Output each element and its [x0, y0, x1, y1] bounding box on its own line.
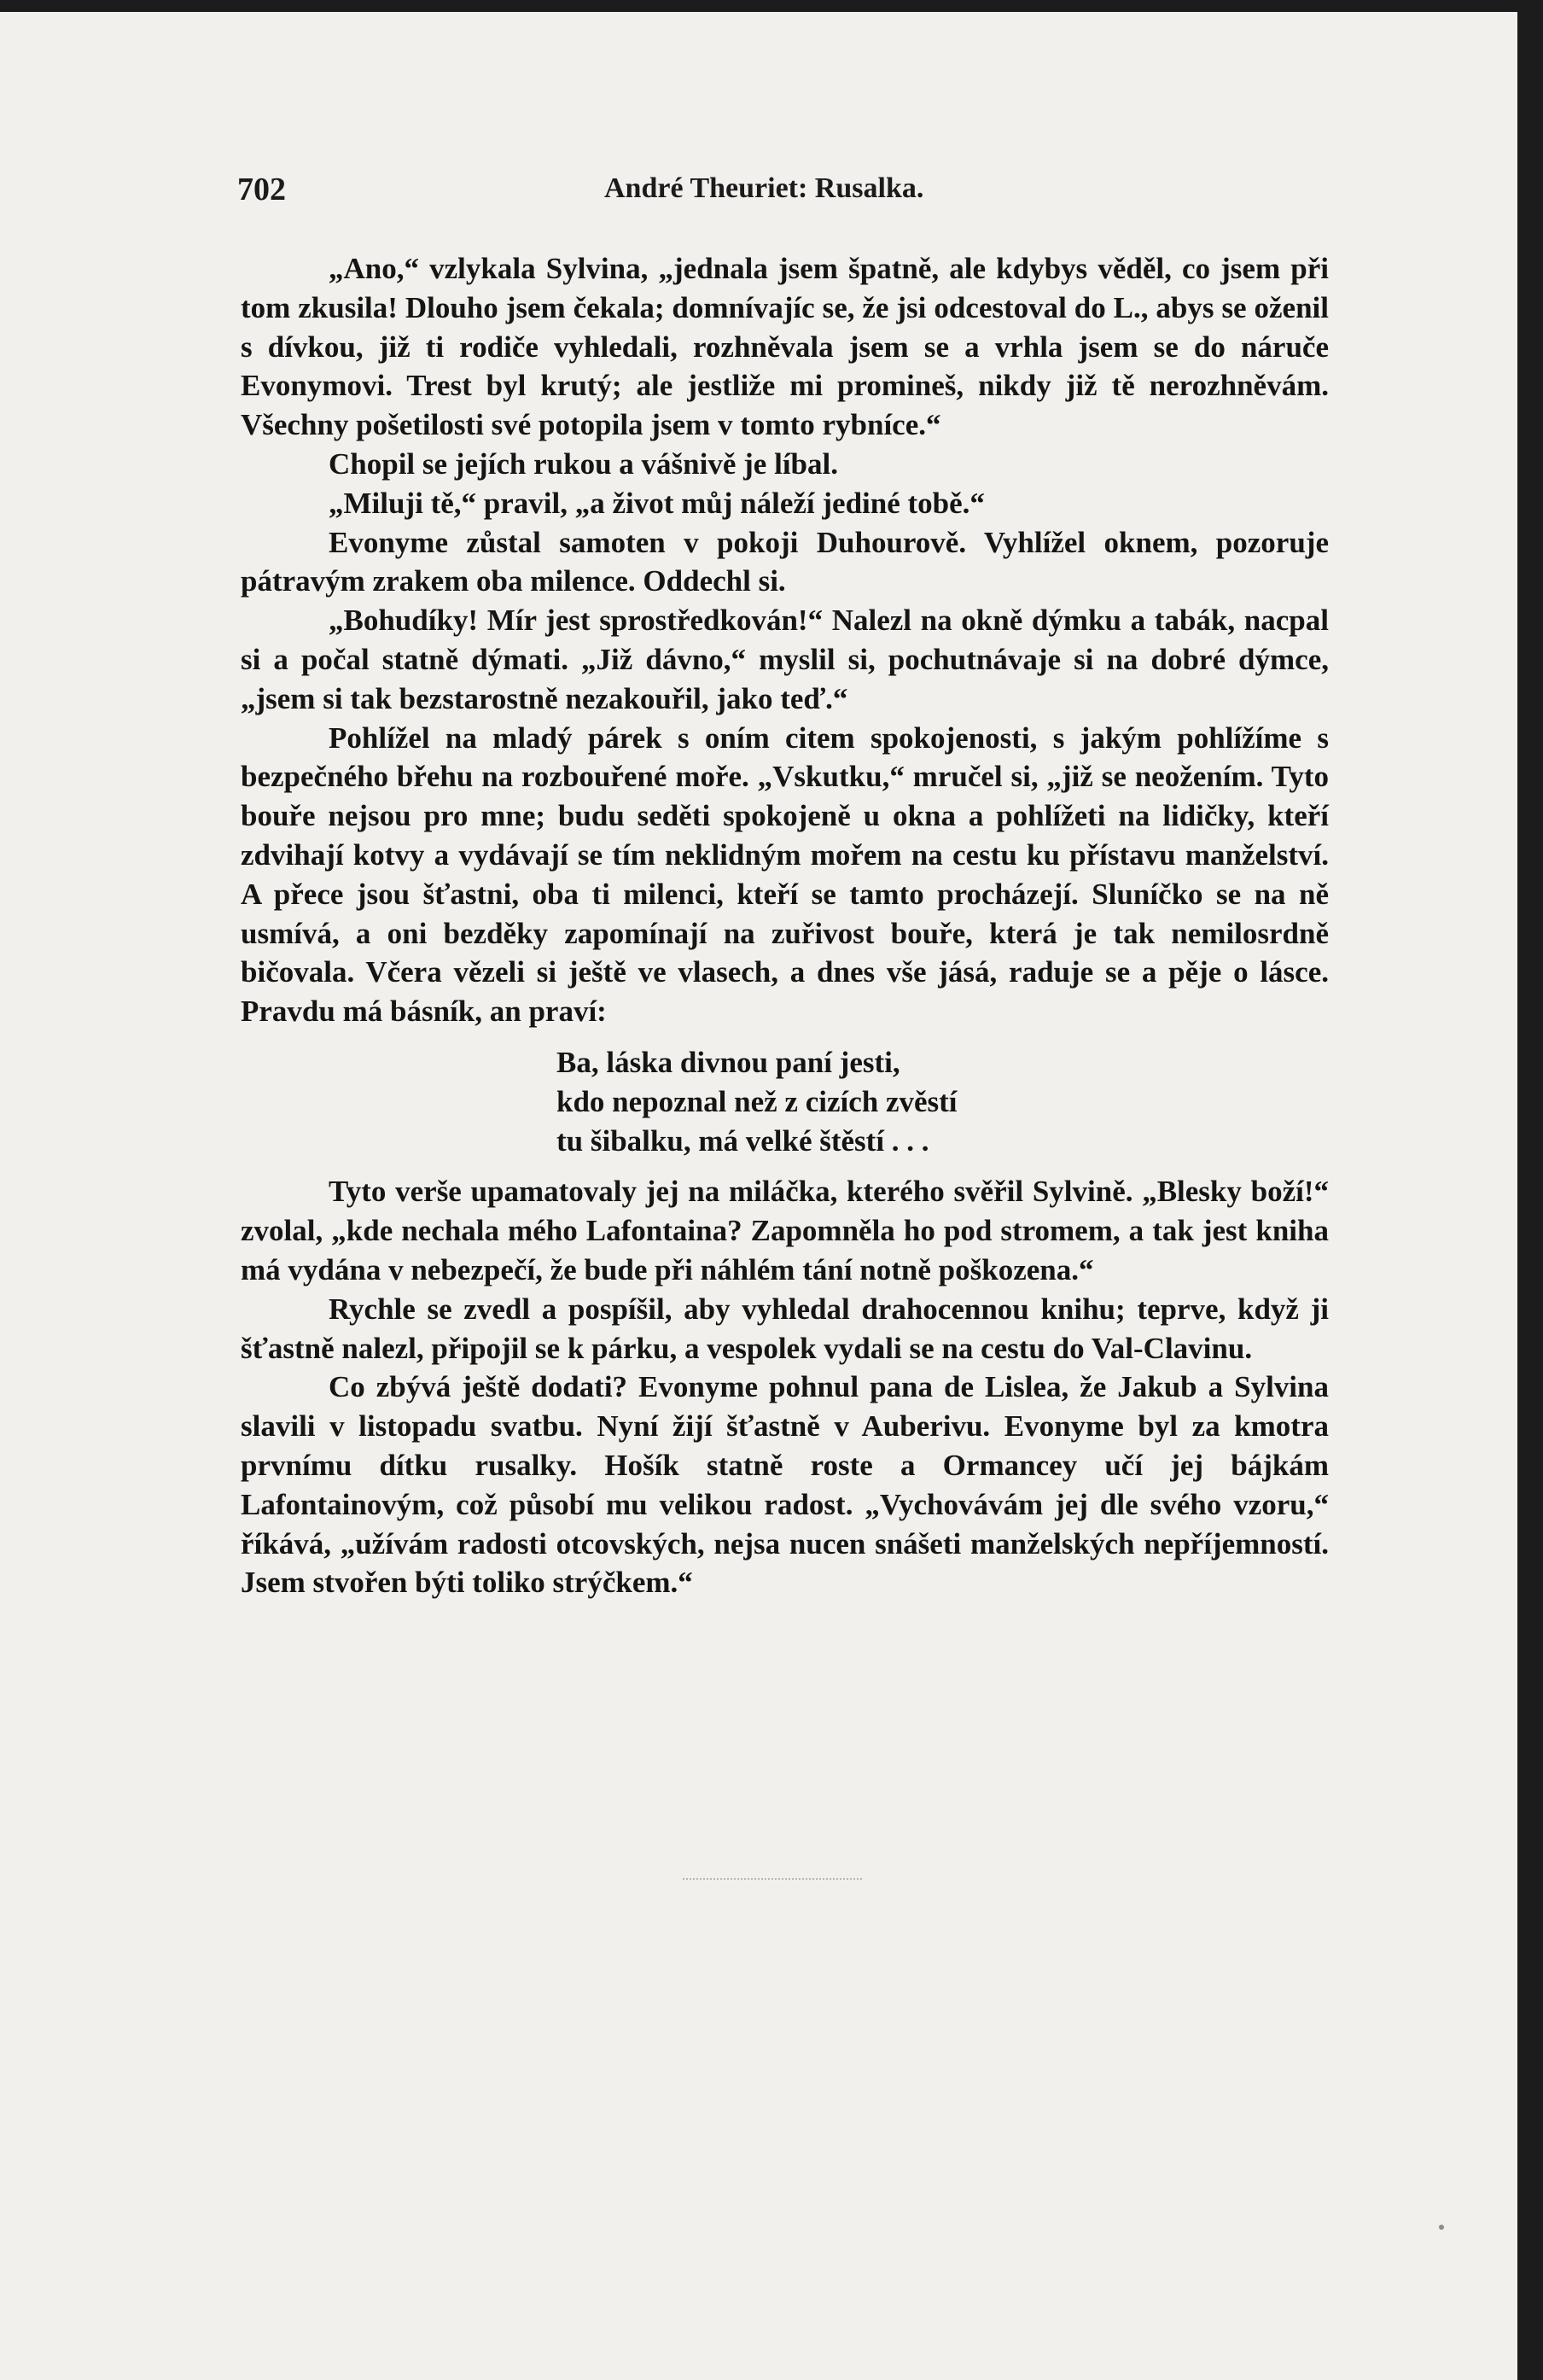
paragraph: „Ano,“ vzlykala Sylvina, „jednala jsem špatně, ale kdybys věděl, co jsem při tom zkusila! Dlouho jsem čekala; domnívajíc se, že jsi odcestoval do L., abys se oženil s dívkou, již ti rodiče vyhledali, rozhněvala jsem se a vrhla jsem se do náruče Evonymovi. Trest byl krutý; ale jestliže mi promineš, nikdy již tě nerozhněvám. Všechny pošetilosti své potopila jsem v tomto rybníce.“ — [241, 252, 1329, 442]
paragraph: Pohlížel na mladý párek s oním citem spokojenosti, s jakým pohlížíme s bezpečného břehu na rozbouřené moře. „Vskutku,“ mručel si, „již se neožením. Tyto bouře nejsou pro mne; budu seděti spokojeně u okna a pohlížeti na lidičky, kteří zdvihají kotvy a vydávají se tím neklidným mořem na cestu ku přístavu manželství. A přece jsou šťastni, oba ti milenci, kteří se tamto procházejí. Sluníčko se na ně usmívá, a oni bezděky zapomínají na zuřivost bouře, která je tak nemilosrdně bičovala. Včera vězeli si ještě ve vlasech, a dnes vše jásá, raduje se a pěje o lásce. Pravdu má básník, an praví: — [241, 720, 1329, 1029]
scan-speck — [1439, 2225, 1444, 2230]
verse-quote — [556, 1043, 1329, 1160]
scan-right-edge — [1517, 0, 1543, 2380]
paragraph: Chopil se jejích rukou a vášnivě je líbal. — [329, 446, 838, 481]
paragraph: Evonyme zůstal samoten v pokoji Duhourově. Vyhlížel oknem, pozoruje pátravým zrakem oba milence. Oddechl si. — [241, 525, 1329, 598]
page-number: 702 — [237, 172, 286, 207]
paragraph: „Miluji tě,“ pravil, „a život můj náleží jediné tobě.“ — [329, 486, 985, 520]
end-ornament — [683, 1878, 862, 1885]
verse-line: Ba, láska divnou paní jesti, — [556, 1045, 900, 1079]
page-header — [237, 171, 1334, 212]
verse-line: tu šibalku, má velké štěstí . . . — [556, 1123, 929, 1158]
running-title: André Theuriet: Rusalka. — [604, 172, 924, 204]
paragraph: Rychle se zvedl a pospíšil, aby vyhledal drahocennou knihu; teprve, když ji šťastně nalezl, připojil se k párku, a vespolek vydali se na cestu do Val-Clavinu. — [241, 1292, 1329, 1365]
scan-top-edge — [0, 0, 1517, 12]
verse-line: kdo nepoznal než z cizích zvěstí — [556, 1084, 958, 1118]
paragraph: Co zbývá ještě dodati? Evonyme pohnul pana de Lislea, že Jakub a Sylvina slavili v listopadu svatbu. Nyní žijí šťastně v Auberivu. Evonyme byl za kmotra prvnímu dítku rusalky. Hošík statně roste a Ormancey učí jej bájkám Lafontainovým, což působí mu velikou radost. „Vychovávám jej dle svého vzoru,“ říkává, „užívám radosti otcovských, nejsa nucen snášeti manželských nepříjemností. Jsem stvořen býti toliko strýčkem.“ — [241, 1370, 1329, 1600]
body-text — [241, 249, 1329, 1602]
paragraph: Tyto verše upamatovaly jej na miláčka, kterého svěřil Sylvině. „Blesky boží!“ zvolal, „kde nechala mého Lafontaina? Zapomněla ho pod stromem, a tak jest kniha má vydána v nebezpečí, že bude při náhlém tání notně poškozena.“ — [241, 1175, 1329, 1286]
paragraph: „Bohudíky! Mír jest sprostředkován!“ Nalezl na okně dýmku a tabák, nacpal si a počal statně dýmati. „Již dávno,“ myslil si, pochutnávaje si na dobré dýmce, „jsem si tak bezstarostně nezakouřil, jako teď.“ — [241, 604, 1329, 715]
